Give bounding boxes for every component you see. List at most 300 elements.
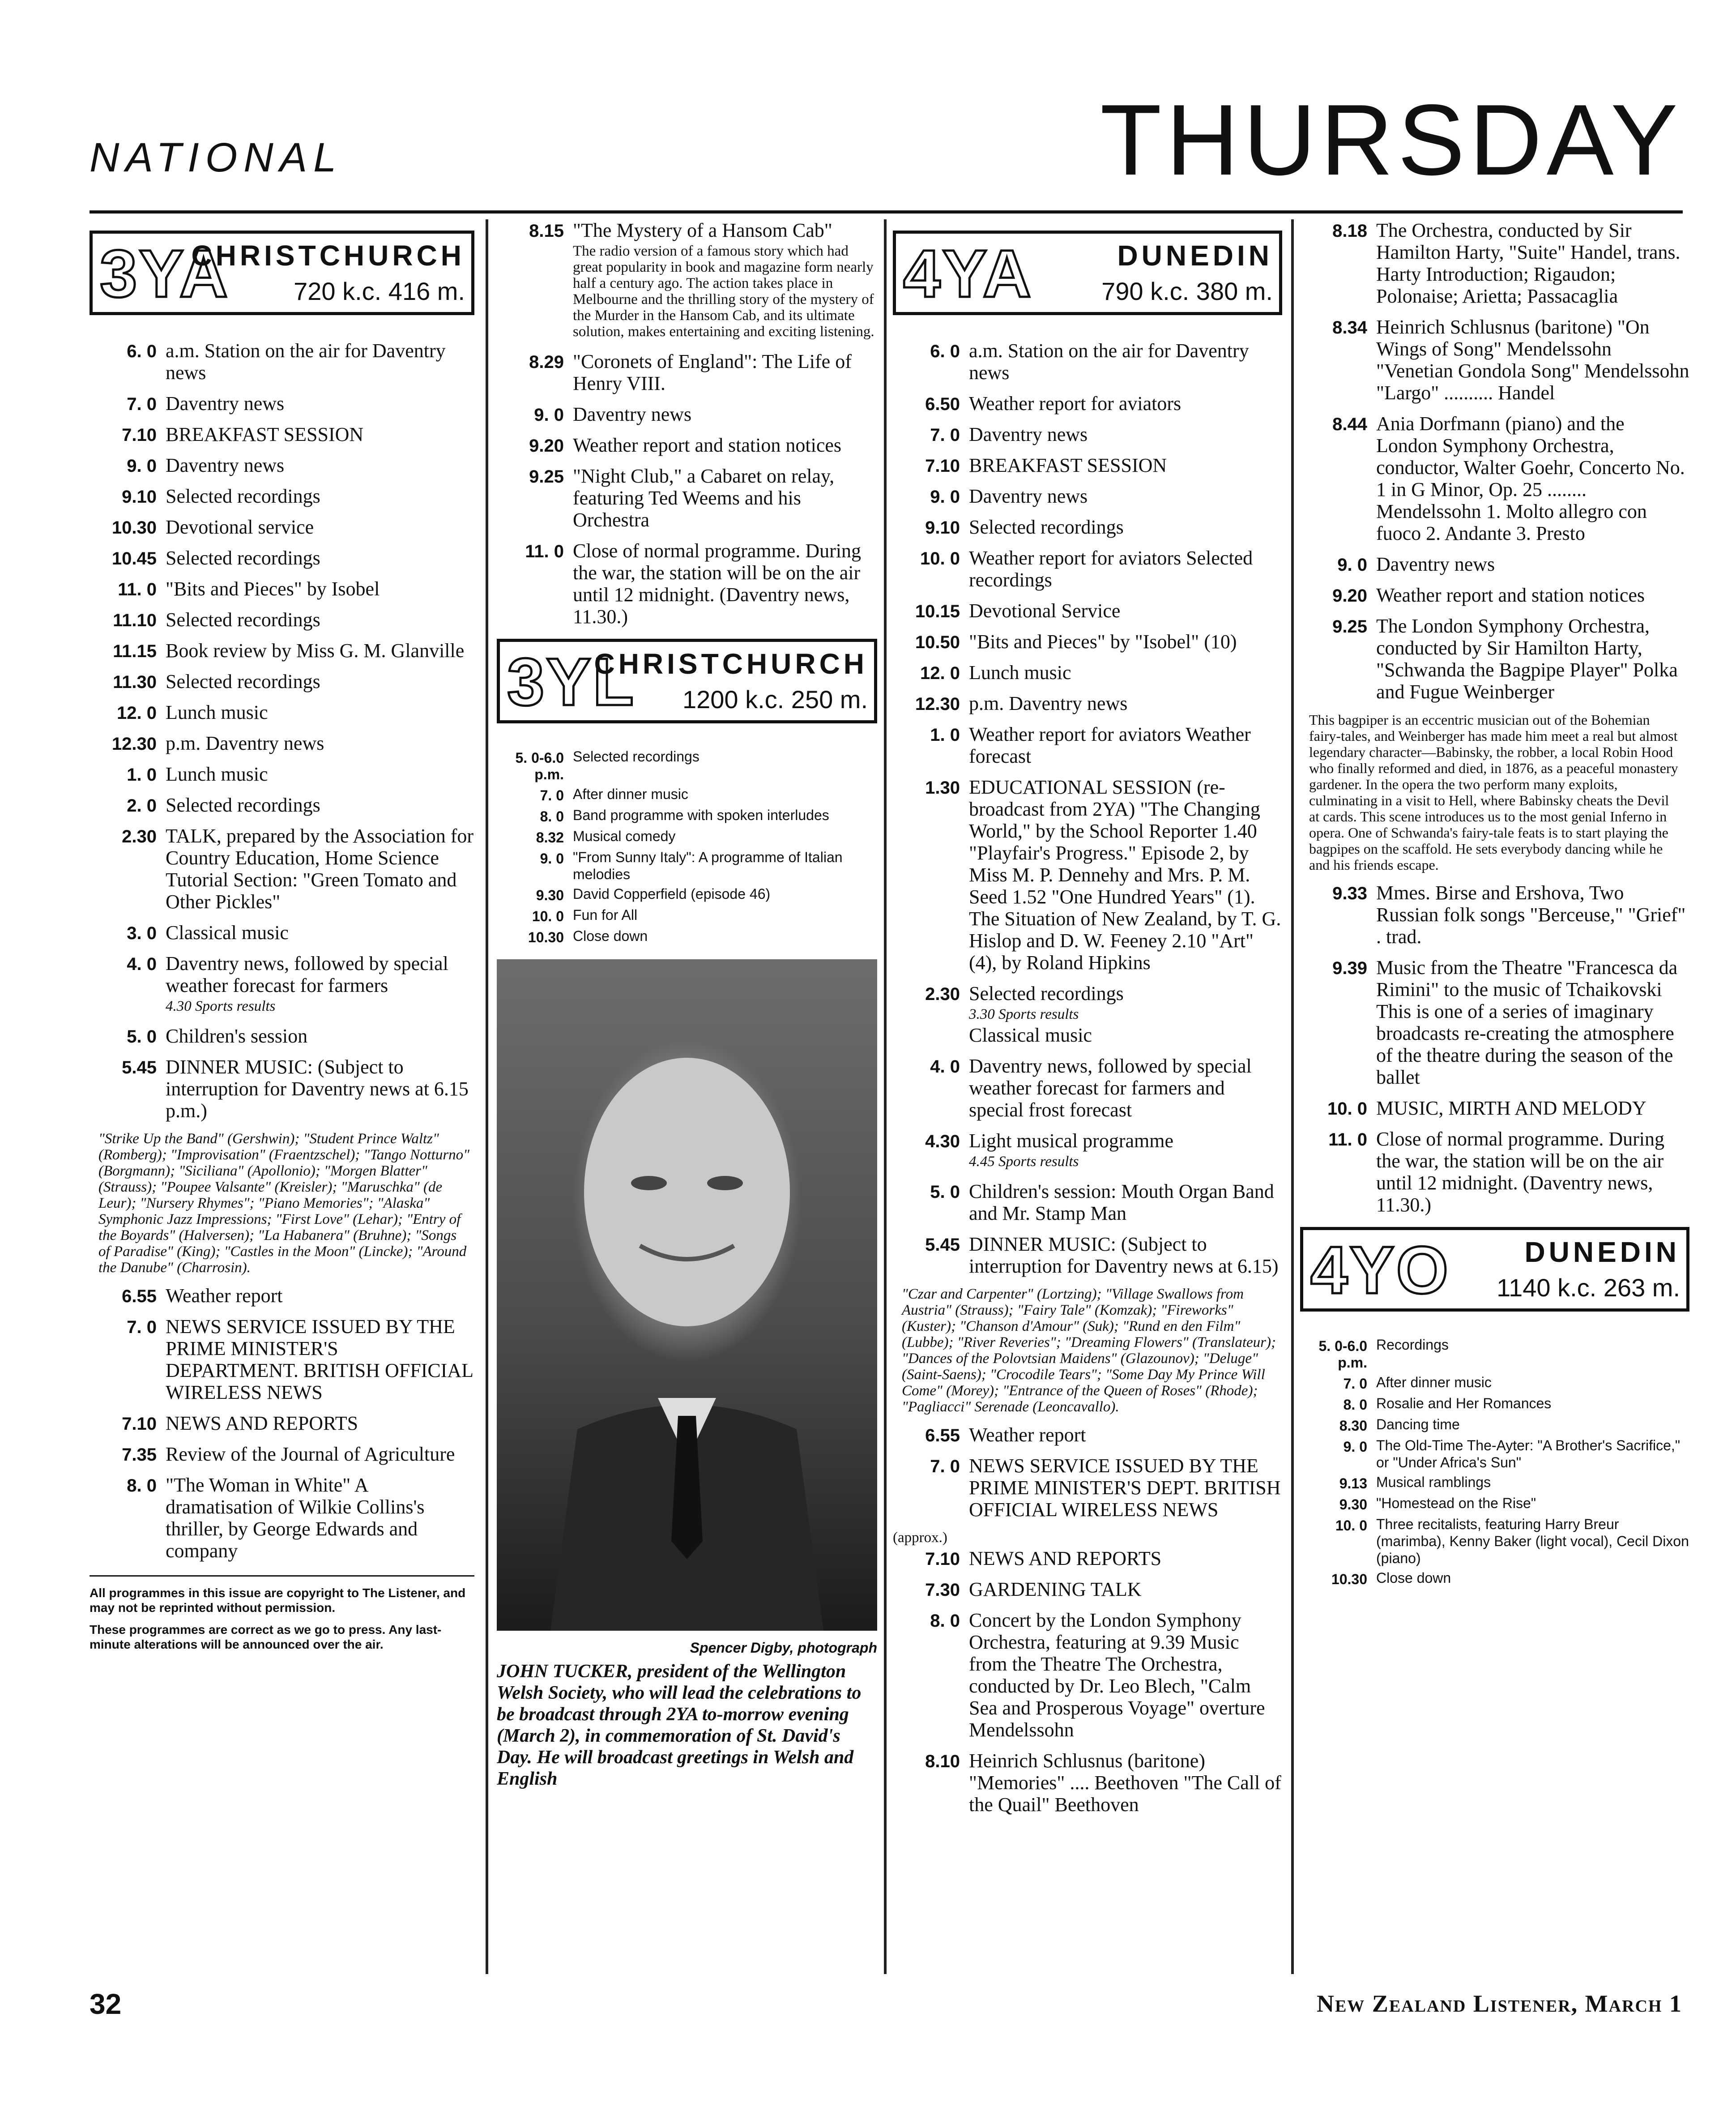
programme-title: Review of the Journal of Agriculture [166,1443,455,1465]
programme-text-block [1376,1474,1689,1492]
station-frequency: 1140 k.c. 263 m. [1497,1274,1680,1302]
programme-time: 10.45 [111,549,157,568]
programme-text-block [969,423,1282,445]
programme-title: GARDENING TALK [969,1578,1142,1600]
programme-time: 5.45 [122,1058,157,1077]
programme-title: "Homestead on the Rise" [1376,1495,1536,1511]
programme-time: 6. 0 [127,342,157,361]
programme-time: 8.29 [529,352,564,372]
programme-text-block [166,454,474,476]
programme-time: 9.20 [1332,586,1367,606]
programme-time: 8. 0 [127,1476,157,1496]
programme-text-block [1376,219,1689,307]
programme-title: Weather report [969,1424,1086,1446]
programme-time: 7.10 [122,1414,157,1434]
programme-item [893,983,1282,1046]
programme-item [90,671,474,692]
programme-text-block [573,828,877,846]
station-city: DUNEDIN [1117,239,1273,272]
programme-title: Light musical programme [969,1130,1173,1152]
programme-text-block [969,1455,1282,1521]
programme-time: 7. 0 [930,425,960,445]
programme-item [497,927,877,946]
programme-time: 5.45 [925,1235,960,1255]
programme-text-block [1376,584,1689,606]
programme-time: 10.30 [111,518,157,538]
programme-title: "Night Club," a Cabaret on relay, featuring Ted Weems and his Orchestra [573,465,835,531]
programme-text-block [969,1130,1282,1171]
programme-text-block [969,1547,1282,1569]
programme-item [1300,1416,1689,1434]
programme-item [893,723,1282,767]
station-city: CHRISTCHURCH [191,239,465,272]
programme-time: 7.10 [925,1549,960,1569]
programme-item [497,219,877,342]
programme-title: Fun for All [573,907,638,923]
programme-text-block [1376,553,1689,575]
programme-text-block [969,776,1282,974]
programme-title: Music from the Theatre "Francesca da Rimini" to the music of Tchaikovski This is one of a series of imaginary broadcasts re-creating the atmosphere of the theatre during the season of the ballet [1376,957,1678,1088]
programme-item [1300,553,1689,575]
programme-title: Selected recordings [166,547,320,569]
programme-text-block [1376,1516,1689,1567]
programme-text-block [166,671,474,692]
programme-title: Daventry news, followed by special weather forecast for farmers and special frost forecast [969,1055,1252,1121]
programme-item [497,350,877,394]
programme-text-block [573,885,877,904]
programme-title: Mmes. Birse and Ershova, Two Russian folk songs "Berceuse," "Grief" . trad. [1376,882,1686,948]
programme-title: Concert by the London Symphony Orchestra, featuring at 9.39 Music from the Theatre The Orchestra, conducted by Dr. Leo Blech, "Calm Sea and Prosperous Voyage" overture Mendelssohn [969,1609,1265,1741]
programme-title: p.m. Daventry news [969,692,1128,714]
programme-title: The Orchestra, conducted by Sir Hamilton Harty, "Suite" Handel, trans. Harty Introduction; Rigaudon; Polonaise; Arietta; Passacaglia [1376,219,1681,307]
programme-title: Musical comedy [573,828,676,844]
programme-item [1300,1474,1689,1492]
programme-time: 6.55 [122,1286,157,1306]
programme-text-block [969,485,1282,507]
programme-item [893,340,1282,384]
programme-text-block [166,1412,474,1434]
programme-title: The London Symphony Orchestra, conducted by Sir Hamilton Harty, "Schwanda the Bagpipe Player" Polka and Fugue Weinberger [1376,615,1678,703]
programme-sub: 3.30 Sports results [969,1006,1079,1022]
programme-item [893,1055,1282,1121]
programme-sub: 4.45 Sports results [969,1154,1079,1170]
programme-item [90,609,474,631]
programme-item [893,1547,1282,1569]
programme-time: 12. 0 [117,703,157,723]
programme-item [497,403,877,425]
station-city: DUNEDIN [1524,1236,1680,1268]
programme-time: 9.20 [529,436,564,456]
programme-title: Close of normal programme. During the war, the station will be on the air until 12 midnight. (Daventry news, 11.30.) [573,540,861,628]
station-call-sign: 4YA [903,236,1033,311]
programme-time: 8.15 [529,221,564,241]
programme-time: 10.30 [528,929,564,945]
programme-title: DINNER MUSIC: (Subject to interruption for Daventry news at 6.15) [969,1233,1279,1277]
programme-text-block [573,807,877,825]
programme-text-block [969,1578,1282,1600]
programme-title: Daventry news [969,485,1088,507]
programme-title: NEWS SERVICE ISSUED BY THE PRIME MINISTER'S DEPT. BRITISH OFFICIAL WIRELESS NEWS [969,1455,1281,1521]
programme-time: 7.10 [122,425,157,445]
programme-time: 7. 0 [127,394,157,414]
programme-item [1300,1336,1689,1371]
programme-item [90,1443,474,1465]
page-number: 32 [90,1988,122,2020]
programme-time: 5. 0 [930,1182,960,1202]
programme-text-block [166,1474,474,1562]
programme-item [90,701,474,723]
programme-title: The Old-Time The-Ayter: "A Brother's Sacrifice," or "Under Africa's Sun" [1376,1437,1681,1470]
station-box-3ya [90,231,474,315]
programme-title: BREAKFAST SESSION [969,454,1167,476]
programme-item [90,763,474,785]
portrait-photo [497,959,877,1631]
programme-time: 6.55 [925,1426,960,1445]
programme-text-block [969,393,1282,415]
programme-text-block [166,922,474,944]
programme-time: 9. 0 [540,850,564,867]
programme-prefix: (approx.) [893,1530,947,1546]
programme-text-block [573,434,877,456]
portrait-image [497,959,877,1631]
programme-text-block [573,906,877,925]
programme-text-block [166,393,474,415]
programme-time: 7. 0 [930,1457,960,1476]
programme-time: 6. 0 [930,342,960,361]
programme-text-block [969,1424,1282,1446]
programme-item [90,340,474,384]
programme-time: 9.13 [1339,1475,1367,1492]
station-box-4yo [1300,1227,1689,1312]
programme-time: 5. 0 [127,1027,157,1047]
programme-title: BREAKFAST SESSION [166,423,364,445]
programme-title: NEWS AND REPORTS [166,1412,358,1434]
programme-title: "The Woman in White" A dramatisation of Wilkie Collins's thriller, by George Edwards and company [166,1474,425,1562]
programme-text-block [1376,957,1689,1088]
programme-title: "Bits and Pieces" by Isobel [166,578,380,600]
programme-item [893,1609,1282,1741]
programme-time: 9.30 [536,887,564,903]
programme-item [497,885,877,904]
programme-item [90,922,474,944]
programme-time: 7.10 [925,456,960,476]
programme-title: NEWS SERVICE ISSUED BY THE PRIME MINISTER'S DEPARTMENT. BRITISH OFFICIAL WIRELESS NEWS [166,1316,473,1403]
programme-list [1300,882,1689,1216]
programme-time: 12. 0 [920,663,960,683]
programme-time: 9.30 [1339,1496,1367,1513]
programme-time: 2.30 [925,984,960,1004]
programme-time: 9.39 [1332,958,1367,978]
programme-item [1300,1569,1689,1588]
programme-title: Daventry news [969,423,1088,445]
programme-text-block [573,748,877,783]
programme-text-block [1376,615,1689,703]
programme-title: p.m. Daventry news [166,732,324,754]
programme-item [893,1424,1282,1446]
programme-text-block [166,640,474,662]
programme-title: Weather report for aviators Weather forecast [969,723,1251,767]
programme-time: 10.15 [915,602,960,621]
programme-title: Close down [1376,1570,1451,1586]
programme-title: Lunch music [969,662,1071,684]
programme-item [497,786,877,804]
programme-title: "Bits and Pieces" by "Isobel" (10) [969,631,1237,653]
programme-item [90,794,474,816]
programme-time: 4. 0 [127,954,157,974]
programme-title: EDUCATIONAL SESSION (re-broadcast from 2YA) "The Changing World," by the School Reporter 1.40 "Playfair's Progress." Episode 2, by Miss M. P. Dennehy and Mrs. P. M. Seed 1.52 "One Hundred Years" (1). The Situation of New Zealand, by T. G. Hislop and D. W. Feeney 2.10 "Art" (4), by Roland Hipkins [969,776,1281,974]
programme-text-block [166,794,474,816]
programme-text-block [573,927,877,946]
programme-item [90,578,474,600]
programme-text-block [1376,1395,1689,1413]
programme-title: "Coronets of England": The Life of Henry VIII. [573,350,852,394]
programme-time: 7.35 [122,1445,157,1465]
publication-footer: New Zealand Listener, March 1 [1316,1990,1682,2017]
programme-time: 2. 0 [127,796,157,816]
programme-item [1300,882,1689,948]
programme-text-block [969,600,1282,622]
programme-item [893,1578,1282,1600]
programme-item [497,807,877,825]
programme-item [1300,1128,1689,1216]
programme-item [1300,1437,1689,1471]
programme-title: Band programme with spoken interludes [573,807,829,823]
programme-title: Recordings [1376,1337,1449,1353]
day-heading: THURSDAY [1100,83,1682,196]
programme-text-block [166,423,474,445]
programme-item [497,906,877,925]
programme-text-block [166,609,474,631]
programme-time: 7.30 [925,1580,960,1600]
programme-item [497,434,877,456]
programme-time: 4. 0 [930,1057,960,1077]
programme-item [893,692,1282,714]
programme-text-block [969,692,1282,714]
programme-text-block [573,849,877,883]
programme-text-block [1376,1437,1689,1471]
programme-text-block [166,485,474,507]
programme-item [893,516,1282,538]
programme-time: 8.18 [1332,221,1367,241]
programme-text-block [969,547,1282,591]
programme-item [90,732,474,754]
programme-text-block [969,516,1282,538]
programme-list [893,1424,1282,1816]
programme-time: 12.30 [111,734,157,754]
station-city: CHRISTCHURCH [594,648,868,680]
programme-time: 12.30 [915,694,960,714]
programme-time: 2.30 [122,827,157,846]
programme-time: 11.10 [113,611,157,630]
programme-text-block [573,540,877,628]
programme-text-block [166,1316,474,1403]
programme-time: 8. 0 [930,1611,960,1631]
programme-time: 8.32 [536,829,564,846]
programme-time: 9.10 [925,518,960,538]
programme-title: "From Sunny Italy": A programme of Italian melodies [573,849,843,882]
programme-text-block [969,662,1282,684]
programme-text-block [166,1056,474,1122]
programme-item [90,393,474,415]
programme-time: 1. 0 [127,765,157,785]
programme-time: 8.34 [1332,318,1367,338]
programme-item [893,547,1282,591]
programme-title: MUSIC, MIRTH AND MELODY [1376,1097,1646,1119]
programme-note: This bagpiper is an eccentric musician out of the Bohemian fairy-tales, and Weinberger has made him meet a real but almost legendary character—Babinsky, the robber, a local Robin Hood who finally reformed and died, in 1876, as a peaceful monastery gardener. In the opera the two perform many exploits, culminating in a visit to Hell, where Babinsky cheats the Devil at cards. This scene introduces us to the most genial Inferno in opera. One of Schwanda's fairy-tale feats is to start playing the bagpipes on the scaffold. He sets everybody dancing while he and his friends escape. [1309,712,1678,873]
copyright-note: All programmes in this issue are copyright to The Listener, and may not be reprinted without permission. [90,1586,466,1615]
programme-note: The radio version of a famous story which had great popularity in book and magazine form nearly half a century ago. The action takes place in Melbourne and the thrilling story of the mystery of the Murder in the Hansom Cab, and its ultimate solution, makes entertaining and exciting listening. [573,243,874,340]
dinner-music-list: "Czar and Carpenter" (Lortzing); "Village Swallows from Austria" (Strauss); "Fairy Tale" (Komzak); "Fireworks" (Kuster); "Chanson d'Amour" (Suk); "Rund en den Film" (Lubbe); "River Reveries"; "Dreaming Flowers" (Translateur); "Dances of the Polovtsian Maidens" (Glazounov); "Deluge" (Saint-Saens); "Crocodile Tears"; "Some Day My Prince Will Come" (Morey); "Entrance of the Queen of Roses" (Rhode); "Pagliacci" Serenade (Leoncavallo). [902,1286,1276,1415]
programme-title: David Copperfield (episode 46) [573,886,771,902]
programme-text-block [969,1609,1282,1741]
programme-item [90,1056,474,1122]
programme-item [497,748,877,783]
programme-text-block [969,1180,1282,1224]
programme-time: 10.50 [915,632,960,652]
programme-text-block [969,1055,1282,1121]
programme-time: 11.15 [113,641,157,661]
programme-text-block [166,1025,474,1047]
section-label: NATIONAL [90,135,343,180]
programme-item [1300,584,1689,606]
programme-text-block [573,350,877,394]
programme-time: 8.10 [925,1752,960,1771]
programme-time: 8. 0 [540,808,564,825]
programme-item [893,454,1282,476]
programme-text-block [1376,1569,1689,1588]
programme-time: 8.30 [1339,1418,1367,1434]
programme-title: Selected recordings [969,983,1124,1004]
column-4ya [893,219,1282,1974]
programme-item [497,849,877,883]
programme-list [90,340,474,1122]
programme-time: 1. 0 [930,725,960,745]
programme-title: Selected recordings [166,485,320,507]
programme-title: Dancing time [1376,1416,1460,1432]
programme-title: Rosalie and Her Romances [1376,1395,1552,1411]
programme-time: 1.30 [925,778,960,798]
programme-item [90,953,474,1016]
programme-item [90,516,474,538]
programme-item [1300,1097,1689,1119]
programme-title: After dinner music [573,786,688,802]
programme-item [1300,413,1689,544]
programme-text-block [166,340,474,384]
programme-time: 11. 0 [525,542,564,561]
programme-list [497,219,877,628]
programme-item [497,465,877,531]
column-4ya-continued [1300,219,1689,1974]
programme-item [893,1750,1282,1816]
programme-time: 10.30 [1331,1571,1367,1587]
programme-text-block [573,786,877,804]
programme-time: 11. 0 [1328,1130,1367,1150]
photo-caption: JOHN TUCKER, president of the Wellington Welsh Society, who will lead the celebrations to be broadcast through 2YA to-morrow evening (March 2), in commemoration of St. David's Day. He will broadcast greetings in Welsh and English [497,1661,862,1789]
programme-text-block [1376,882,1689,948]
programme-title: Classical music [166,922,289,944]
programme-text-block [1376,1128,1689,1216]
programme-item [90,1285,474,1307]
programme-time: 10. 0 [1327,1099,1367,1119]
programme-item [1300,1495,1689,1513]
programme-item [90,1412,474,1434]
programme-list [90,1285,474,1562]
programme-title: Selected recordings [573,748,700,765]
programme-text-block [166,1443,474,1465]
programme-title: a.m. Station on the air for Daventry news [969,340,1249,384]
programme-item [893,1130,1282,1171]
programme-list [1300,219,1689,703]
programme-item [893,600,1282,622]
programme-time: 11.30 [113,672,157,692]
programme-item [90,640,474,662]
programme-title: NEWS AND REPORTS [969,1547,1162,1569]
programme-title: Weather report and station notices [573,434,842,456]
programme-text-block [166,1285,474,1307]
programme-title: Lunch music [166,763,268,785]
programme-time: 9.33 [1332,884,1367,903]
programme-title: Children's session: Mouth Organ Band and Mr. Stamp Man [969,1180,1274,1224]
programme-text-block [573,465,877,531]
column-divider [1291,219,1294,1974]
programme-item [893,662,1282,684]
programme-title: Weather report for aviators [969,393,1182,415]
programme-title: Three recitalists, featuring Harry Breur (marimba), Kenny Baker (light vocal), Cecil Dixon (piano) [1376,1516,1689,1566]
programme-time: 7. 0 [1343,1376,1367,1392]
programme-title: Devotional service [166,516,314,538]
programme-title: Daventry news [166,454,285,476]
programme-item [90,485,474,507]
programme-text-block [1376,1097,1689,1119]
programme-item [893,1455,1282,1521]
programme-time: 10. 0 [1335,1517,1367,1534]
programme-item [90,423,474,445]
programme-list [893,340,1282,1277]
programme-title: Selected recordings [166,609,320,631]
programme-title: Close of normal programme. During the war, the station will be on the air until 12 midnight. (Daventry news, 11.30.) [1376,1128,1664,1216]
programme-time: 7. 0 [540,787,564,803]
programme-item [1300,316,1689,404]
programme-time: 7. 0 [127,1317,157,1337]
programme-text-block [969,340,1282,384]
programme-text-block [166,953,474,1016]
programme-title: Lunch music [166,701,268,723]
programme-item [1300,1395,1689,1413]
programme-item [90,1316,474,1403]
programme-title: a.m. Station on the air for Daventry news [166,340,446,384]
station-box-4ya [893,231,1282,315]
column-divider [486,219,488,1974]
programme-title: Ania Dorfmann (piano) and the London Symphony Orchestra, conductor, Walter Goehr, Concerto No. 1 in G Minor, Op. 25 ........ Mendelssohn 1. Molto allegro con fuoco 2. Andante 3. Presto [1376,413,1685,544]
programme-title: Daventry news [573,403,692,425]
programme-time: 9. 0 [1343,1439,1367,1455]
programme-item [90,547,474,569]
programme-text-block [166,825,474,913]
programme-title: Selected recordings [166,794,320,816]
programme-time: 9. 0 [534,405,564,425]
programme-text-block [166,763,474,785]
dinner-music-list: "Strike Up the Band" (Gershwin); "Student Prince Waltz" (Romberg); "Improvisation" (Fraentzschel); "Tango Notturno" (Borgmann); "Siciliana" (Apollonio); "Morgen Blatter" (Strauss); "Poupee Valsante" (Kreisler); "Maruschka" (de Leur); "Nursery Rhymes"; "Piano Memories"; "Alaska" Symphonic Jazz Impressions; "First Love" (Lehar); "Entry of the Boyards" (Halversen); "La Habanera" (Bruhne); "Songs of Paradise" (King); "Castles in the Moon" (Lincke); "Around the Danube" (Charrosin). [98,1131,470,1276]
programme-after: Classical music [969,1024,1092,1046]
programme-text-block [1376,1495,1689,1513]
programme-title: After dinner music [1376,1374,1492,1390]
programme-item [1300,1374,1689,1392]
programme-text-block [969,983,1282,1046]
programme-text-block [166,732,474,754]
programme-time: 3. 0 [127,923,157,943]
programme-text-block [969,631,1282,653]
programme-text-block [969,454,1282,476]
